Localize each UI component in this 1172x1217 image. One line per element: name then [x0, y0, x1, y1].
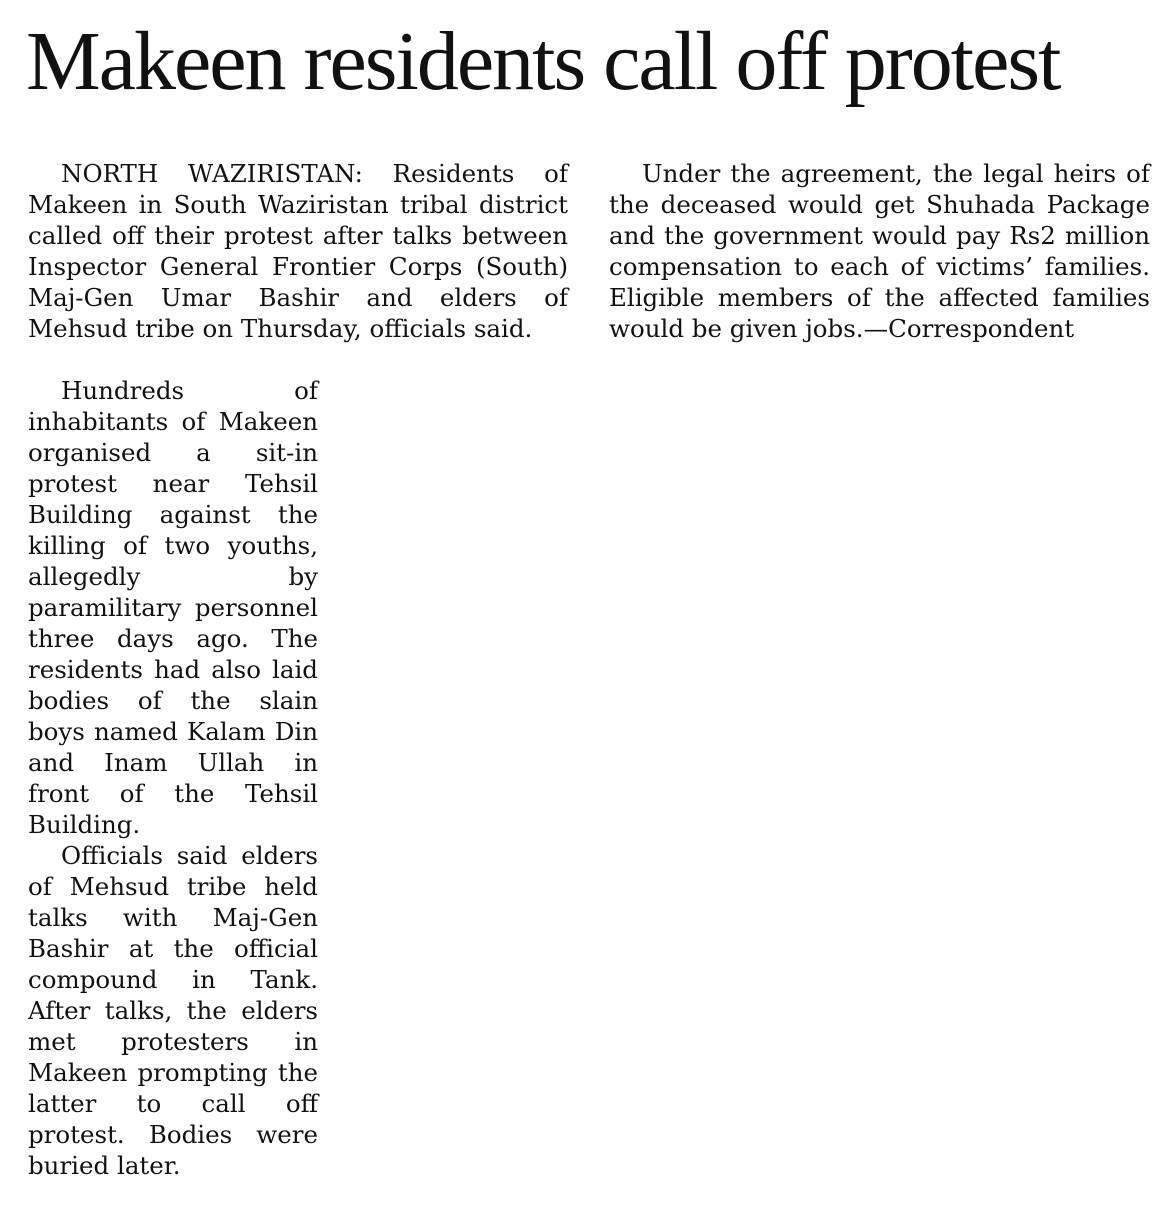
article-paragraph: Hundreds of inhabitants of Makeen organised a sit-in protest near Tehsil Building against the killing of two youths, allegedly by paramilitary personnel three days ago. The residents had also laid bodies of the slain boys named Kalam Din and Inam Ullah in front of the Tehsil Building.: [28, 376, 318, 839]
article-column-narrow: [28, 375, 318, 1181]
article-column-right: [609, 158, 1150, 344]
article-paragraph: NORTH WAZIRISTAN: Residents of Makeen in South Waziristan tribal district called off their protest after talks between Inspector General Frontier Corps (South) Maj-Gen Umar Bashir and elders of Mehsud tribe on Thursday, officials said.: [28, 159, 568, 343]
article-paragraph: Officials said elders of Mehsud tribe held talks with Maj-Gen Bashir at the official compound in Tank. After talks, the elders met protesters in Makeen prompting the latter to call off protest. Bodies were buried later.: [28, 841, 318, 1180]
headline: Makeen residents call off protest: [26, 15, 1060, 108]
article-paragraph: Under the agreement, the legal heirs of the deceased would get Shuhada Package and the government would pay Rs2 million compensation to each of victims’ families. Eligible members of the affected families would be given jobs.—Correspondent: [609, 159, 1150, 343]
article-column-left: [28, 158, 568, 344]
